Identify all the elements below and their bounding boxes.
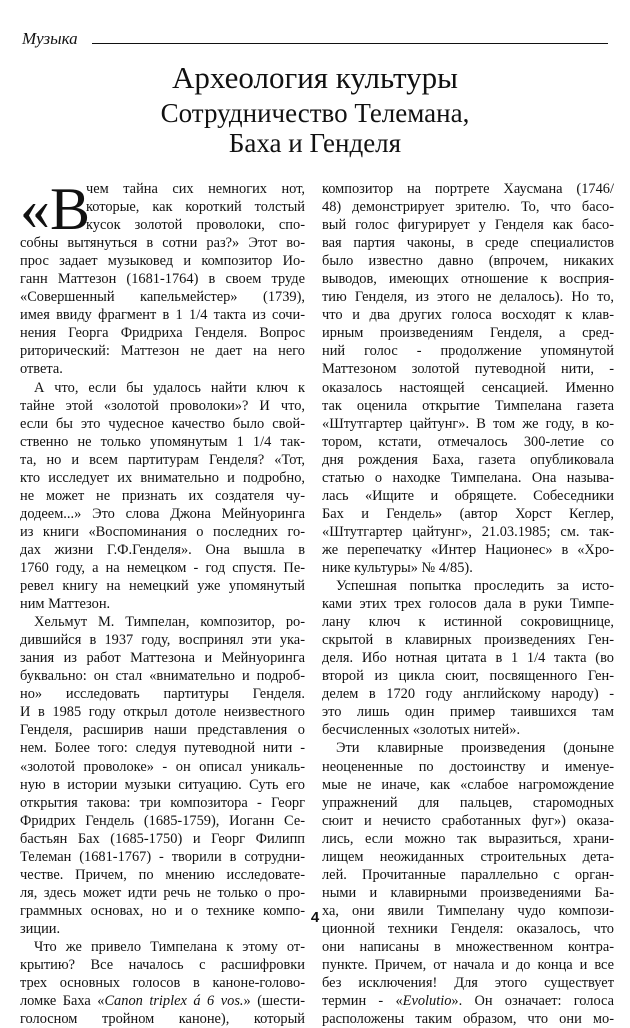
text-line: это лишь один пример таившихся там bbox=[322, 704, 614, 721]
text-line: 1760 году, а на немецком - год спустя. Пе- bbox=[20, 559, 305, 576]
text-line: расположены таким образом, что они мо- bbox=[322, 1011, 614, 1028]
text-line: второй из цикла сюит, посвященного Ген- bbox=[322, 668, 614, 685]
text-line: было известно давно (впрочем, никаких bbox=[322, 253, 614, 270]
text-line: «Штутгартер цайтунг», 21.03.1985; см. так- bbox=[322, 523, 614, 540]
text-line: крытию? Все началось с расшифровки bbox=[20, 957, 305, 974]
text-line: 48) демонстрирует зрителю. То, что басо- bbox=[322, 199, 614, 216]
text-line: бастьян Бах (1685-1750) и Георг Филипп bbox=[20, 830, 305, 847]
text-line: но» исследовать партитуры Генделя. bbox=[20, 686, 305, 703]
text-line: Маттезоном золотой путеводной нити, - bbox=[322, 361, 614, 378]
text-line: статью о находке Тимпелана. Она называ- bbox=[322, 469, 614, 486]
text-line: лищем неожиданных строительных дета- bbox=[322, 848, 614, 865]
text-line: нения Георга Фридриха Генделя. Вопрос bbox=[20, 325, 305, 342]
text-line: А что, если бы удалось найти ключ к bbox=[34, 379, 305, 396]
text-line: дах жизни Г.Ф.Генделя». Она вышла в bbox=[20, 541, 305, 558]
text-line: прос задает музыковед и композитор Ио- bbox=[20, 253, 305, 270]
text-line: собны вытянуться в сотни раз?» Этот во- bbox=[20, 235, 305, 252]
text-line: скрытой в клавирных произведениях Ген- bbox=[322, 632, 614, 649]
text-line: чем тайна сих немногих нот, bbox=[86, 181, 305, 197]
text-line: «Совершенный капельмейстер» (1739), bbox=[20, 289, 305, 306]
text-line: что и два других голоса восходят к клав- bbox=[322, 307, 614, 324]
text-line: имея ввиду фрагмент в 1 1/4 такта из сочи- bbox=[20, 307, 305, 324]
text-line: Хельмут М. Тимпелан, композитор, ро- bbox=[34, 614, 305, 631]
subtitle-line: Баха и Генделя bbox=[228, 128, 402, 158]
text-line: додеем...» Это слова Джона Мейнуоринга bbox=[20, 505, 305, 522]
text-line: ля, здесь может идти речь не только о про- bbox=[20, 884, 305, 901]
text-line: если бы это чудесное качество было свой- bbox=[20, 415, 305, 432]
text-line: тайне этой «золотой проволоки»? И что, bbox=[20, 397, 305, 414]
italic-term: Evolutio bbox=[402, 993, 452, 1010]
text-line: дня рождения Баха, газета опубликовала bbox=[322, 451, 614, 468]
text-line: бесчисленных «золотых нитей». bbox=[322, 722, 521, 739]
text-line: трех основных голосов в каноне-голово- bbox=[20, 975, 305, 992]
text-line: Успешная попытка проследить за исто- bbox=[336, 578, 614, 595]
text-line: делем в 1720 году английскому народу) - bbox=[322, 686, 614, 703]
text-line: честве. Причем, по мнению исследовате- bbox=[20, 866, 305, 883]
text-line: ломке Баха «Canon triplex á 6 vos.» (шести- bbox=[20, 993, 305, 1010]
section-label: Музыка bbox=[22, 29, 78, 48]
text-line: кто исследует их внимательно и подробно, bbox=[20, 469, 305, 486]
text-line: буквально: он стал «внимательно и подроб- bbox=[20, 668, 305, 685]
right-column bbox=[322, 180, 614, 1028]
text-line: пункте. Причем, от начала и до конца и все bbox=[322, 957, 614, 974]
text-line: Бах и Гендель» (автор Хорст Кеглер, bbox=[322, 505, 614, 522]
text-line: И в 1985 году открыл дотоле неизвестного bbox=[20, 704, 305, 721]
article-title: Археология культуры bbox=[172, 60, 458, 95]
text-line: «золотой проволоке» - он описал уникаль- bbox=[20, 758, 305, 775]
text-line: композитор на портрете Хаусмана (1746/ bbox=[322, 181, 614, 197]
text-line: кусок золотой проволоки, спо- bbox=[86, 217, 305, 234]
text-line: ний голос - продолжение упомянутой bbox=[322, 343, 614, 360]
text-line: они написаны в множественном контра- bbox=[322, 938, 614, 955]
text-line: ную в истории музыки ситуацию. Суть его bbox=[20, 776, 305, 793]
left-column bbox=[20, 176, 305, 1028]
text-line: ха, они явили Тимпелану чудо компози- bbox=[322, 902, 614, 919]
text-line: сюит и нечисто сработанных фуг») оказа- bbox=[322, 812, 614, 829]
text-line: вый голос фигурирует у Генделя как басо- bbox=[322, 217, 614, 234]
text-line: Генделя, расширив наши представления о bbox=[20, 722, 305, 739]
text-line: голосном тройном каноне), который bbox=[20, 1011, 305, 1028]
text-line: зания из работ Маттезона и Мейнуоринга bbox=[20, 650, 305, 667]
header-rule bbox=[92, 43, 608, 44]
text-line: ганн Маттезон (1681-1764) в своем труде bbox=[20, 271, 305, 288]
text-line: из книги «Воспоминания о последних го- bbox=[20, 523, 305, 540]
text-line: не может не признать их создателя чу- bbox=[20, 487, 305, 504]
text-line: риторический: Маттезон не дает на него bbox=[20, 343, 305, 360]
text-line: лей. Прочитанные параллельно с орган- bbox=[322, 866, 614, 883]
text-line: нике культуры» № 4/85). bbox=[322, 559, 473, 576]
text-line: дившийся в 1937 году, воспринял эти ука- bbox=[20, 632, 305, 649]
text-line: которые, как короткий толстый bbox=[86, 199, 305, 216]
text-line: ревел книгу на немецкий уже упомянутый bbox=[20, 578, 305, 595]
text-line: ответа. bbox=[20, 361, 63, 378]
text-line: так оценила открытие Тимпелана газета bbox=[322, 397, 614, 414]
text-line: лану ключ к истинной сокровищнице, bbox=[322, 614, 614, 631]
text-line: граммных основах, но и о технике компо- bbox=[20, 902, 305, 919]
text-line: Что же привело Тимпелана к этому от- bbox=[34, 938, 305, 955]
text-line: мые не иначе, как «слабое нагромождение bbox=[322, 776, 614, 793]
subtitle-line: Сотрудничество Телемана, bbox=[160, 98, 470, 128]
text-line: ками этих трех голосов дала в руки Тимпе- bbox=[322, 596, 614, 613]
text-line: же перепечатку «Интер Национес» в «Хро- bbox=[322, 541, 614, 558]
text-line: тию Генделя, из этого не делалось). Но то, bbox=[322, 289, 614, 306]
article-subtitle bbox=[0, 98, 630, 158]
text-line: ним Маттезон. bbox=[20, 596, 111, 613]
text-line: термин - «Evolutio». Он означает: голоса bbox=[322, 993, 614, 1010]
text-line: зиции. bbox=[20, 920, 61, 937]
text-line: ными и клавирными произведениями Ба- bbox=[322, 884, 614, 901]
text-line: нем. Более того: следуя путеводной нити - bbox=[20, 740, 305, 757]
italic-term: Canon triplex á 6 vos. bbox=[104, 993, 244, 1010]
text-line: открытия такова: три композитора - Георг bbox=[20, 794, 305, 811]
text-line: ционной техники Генделя: оказалось, что bbox=[322, 920, 614, 937]
drop-cap: «В bbox=[20, 176, 91, 242]
text-line: ственно не только упомянутым 1 1/4 так- bbox=[20, 433, 305, 450]
text-line: та, но и всем партитурам Генделя? «Тот, bbox=[20, 451, 305, 468]
text-line: упражнений для пальцев, старомодных bbox=[322, 794, 614, 811]
text-line: лись, если можно так выразиться, храни- bbox=[322, 830, 614, 847]
text-line: тором, кстати, отмечалось 300-летие со bbox=[322, 433, 614, 450]
text-line: Телеман (1681-1767) - творили в сотрудни- bbox=[20, 848, 305, 865]
text-line: Эти клавирные произведения (донынe bbox=[336, 740, 614, 757]
text-line: «Штутгартер цайтунг». В том же году, в ко- bbox=[322, 415, 614, 432]
text-line: неоцененные по достоинству и именуе- bbox=[322, 758, 614, 775]
text-line: выводов, имеющих отношение к восприя- bbox=[322, 271, 614, 288]
text-line: деля. Ибо нотная цитата в 1 1/4 такта (во bbox=[322, 650, 614, 667]
text-line: без исключения! Для этого существует bbox=[322, 975, 614, 992]
text-line: лась «Ищите и обрящете. Собеседники bbox=[322, 487, 614, 504]
page-number: 4 bbox=[310, 909, 320, 926]
text-line: Фридрих Гендель (1685-1759), Иоганн Се- bbox=[20, 812, 305, 829]
text-line: вая партия чаконы, в среде специалистов bbox=[322, 235, 614, 252]
text-line: оказалось настоящей сенсацией. Именно bbox=[322, 379, 614, 396]
text-line: ирным произведениям Генделя, а сред- bbox=[322, 325, 614, 342]
